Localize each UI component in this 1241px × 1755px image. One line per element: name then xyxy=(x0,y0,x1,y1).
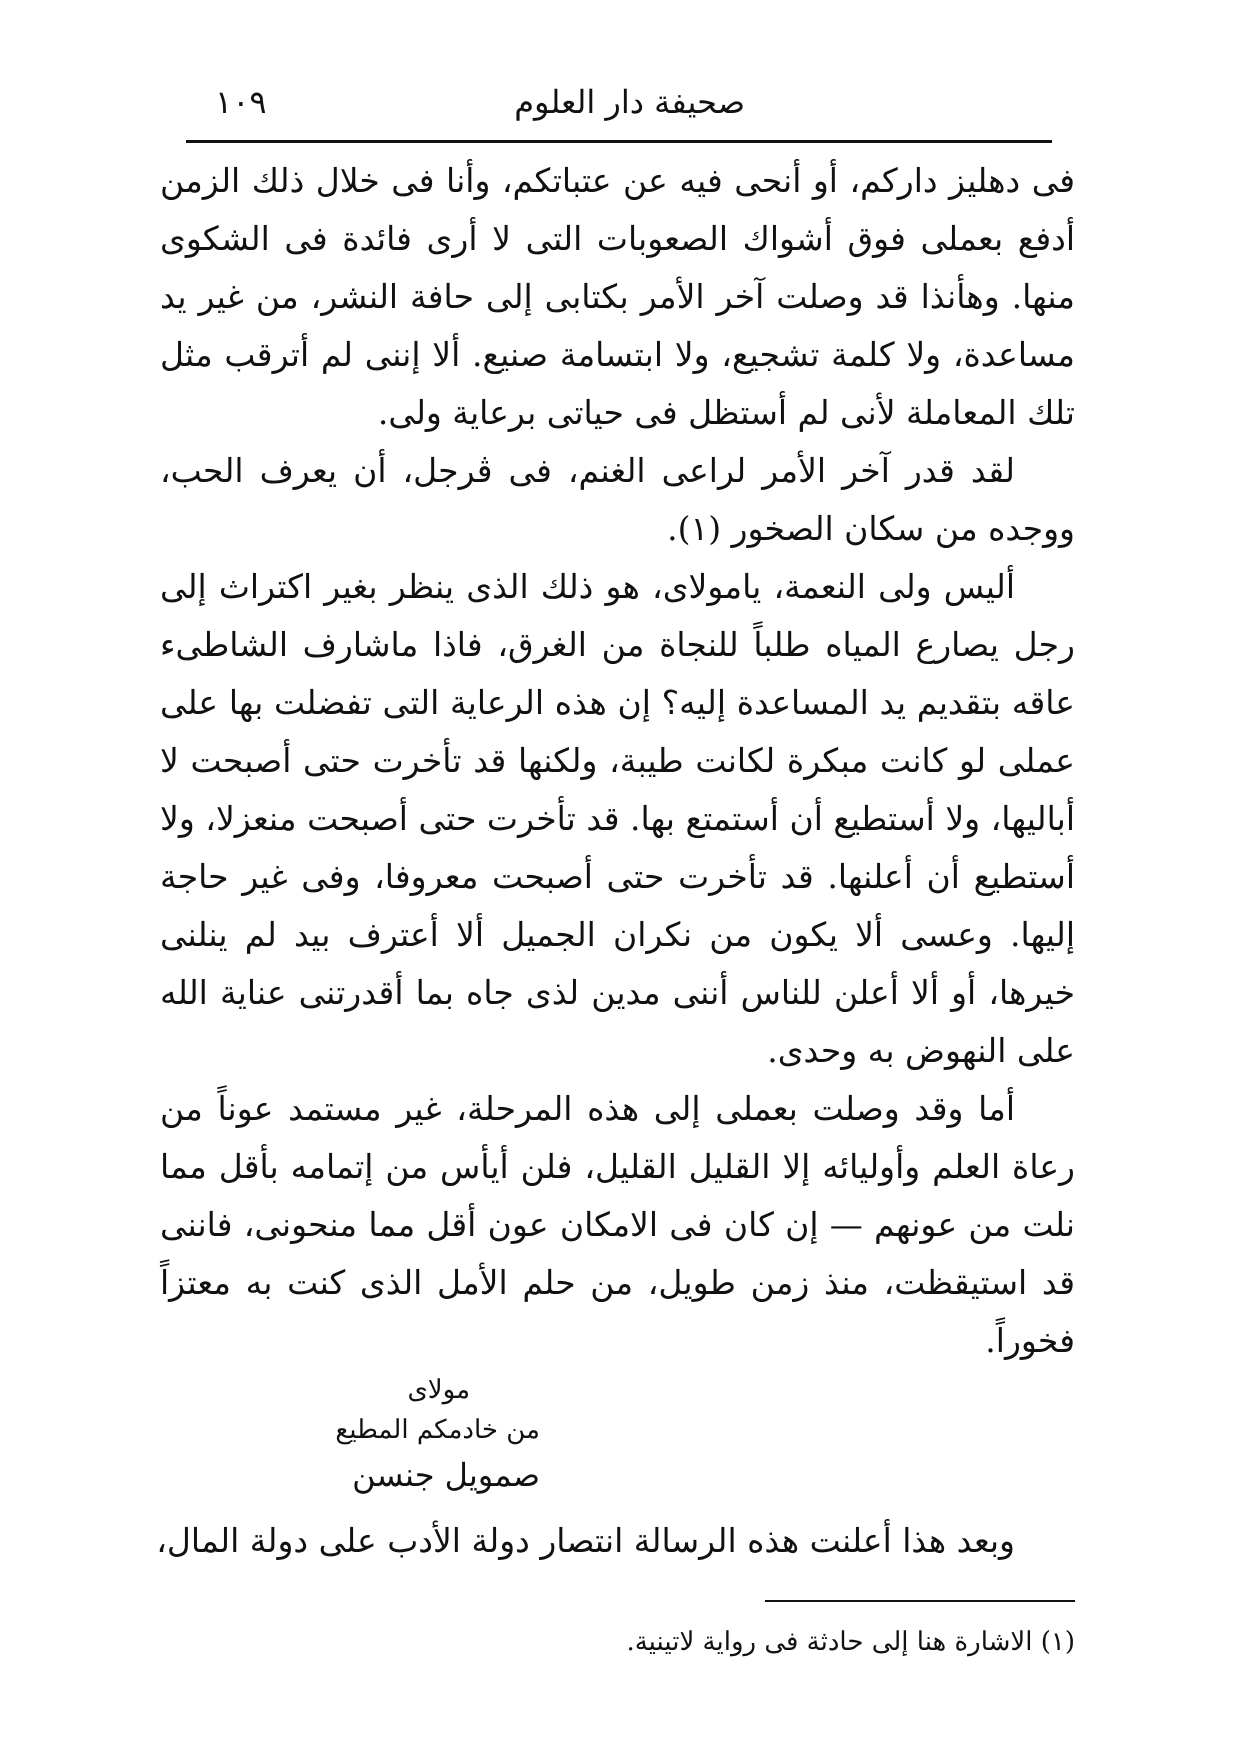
page xyxy=(156,70,1076,1720)
signature-from: من خادمكم المطيع xyxy=(335,1415,540,1445)
signature-name: صمويل جنسن xyxy=(352,1456,540,1494)
paragraph-2: لقد قدر آخر الأمر لراعى الغنم، فى ڤرجل، أن يعرف الحب، ووجده من سكان الصخور (١). xyxy=(160,451,1075,548)
signature-block xyxy=(240,1370,540,1500)
body-text xyxy=(160,152,1075,1370)
paragraph-3: أليس ولى النعمة، يامولاى، هو ذلك الذى ينظر بغير اكتراث إلى رجل يصارع المياه طلباً للنجاة من الغرق، فاذا ماشارف الشاطىء عاقه بتقديم يد المساعدة إليه؟ إن هذه الرعاية التى تفضلت بها على عملى لو كانت مبكرة لكانت طيبة، ولكنها قد تأخرت حتى أصبحت لا أباليها، ولا أستطيع أن أستمتع بها. قد تأخرت حتى أصبحت منعزلا، ولا أستطيع أن أعلنها. قد تأخرت حتى أصبحت معروفا، وفى غير حاجة إليها. وعسى ألا يكون من نكران الجميل ألا أعترف بيد لم ينلنى خيرها، أو ألا أعلن للناس أننى مدين لذى جاه بما أقدرتنى عناية الله على النهوض به وحدى. xyxy=(160,567,1076,1070)
page-header xyxy=(160,70,1075,132)
footnote: (١) الاشارة هنا إلى حادثة فى رواية لاتينية. xyxy=(626,1627,1075,1657)
page-number: ١٠٩ xyxy=(215,83,267,121)
paragraph-4: أما وقد وصلت بعملى إلى هذه المرحلة، غير مستمد عوناً من رعاة العلم وأوليائه إلا القليل القليل، فلن أيأس من إتمامه بأقل مما نلت من عونهم — إن كان فى الامكان عون أقل مما منحونى، فاننى قد استيقظت، منذ زمن طويل، من حلم الأمل الذى كنت به معتزاً فخوراً. xyxy=(160,1089,1075,1360)
closing-line: وبعد هذا أعلنت هذه الرسالة انتصار دولة الأدب على دولة المال، xyxy=(156,1521,1015,1560)
footnote-rule xyxy=(765,1600,1075,1602)
paragraph-1: فى دهليز داركم، أو أنحى فيه عن عتباتكم، وأنا فى خلال ذلك الزمن أدفع بعملى فوق أشواك الصعوبات التى لا أرى فائدة فى الشكوى منها. وهأنذا قد وصلت آخر الأمر بكتابى إلى حافة النشر، من غير يد مساعدة، ولا كلمة تشجيع، ولا ابتسامة صنيع. ألا إننى لم أترقب مثل تلك المعاملة لأنى لم أستظل فى حياتى برعاية ولى. xyxy=(160,161,1075,432)
running-title: صحيفة دار العلوم xyxy=(514,83,745,121)
header-rule xyxy=(186,140,1052,143)
signature-salutation: مولاى xyxy=(407,1375,470,1405)
